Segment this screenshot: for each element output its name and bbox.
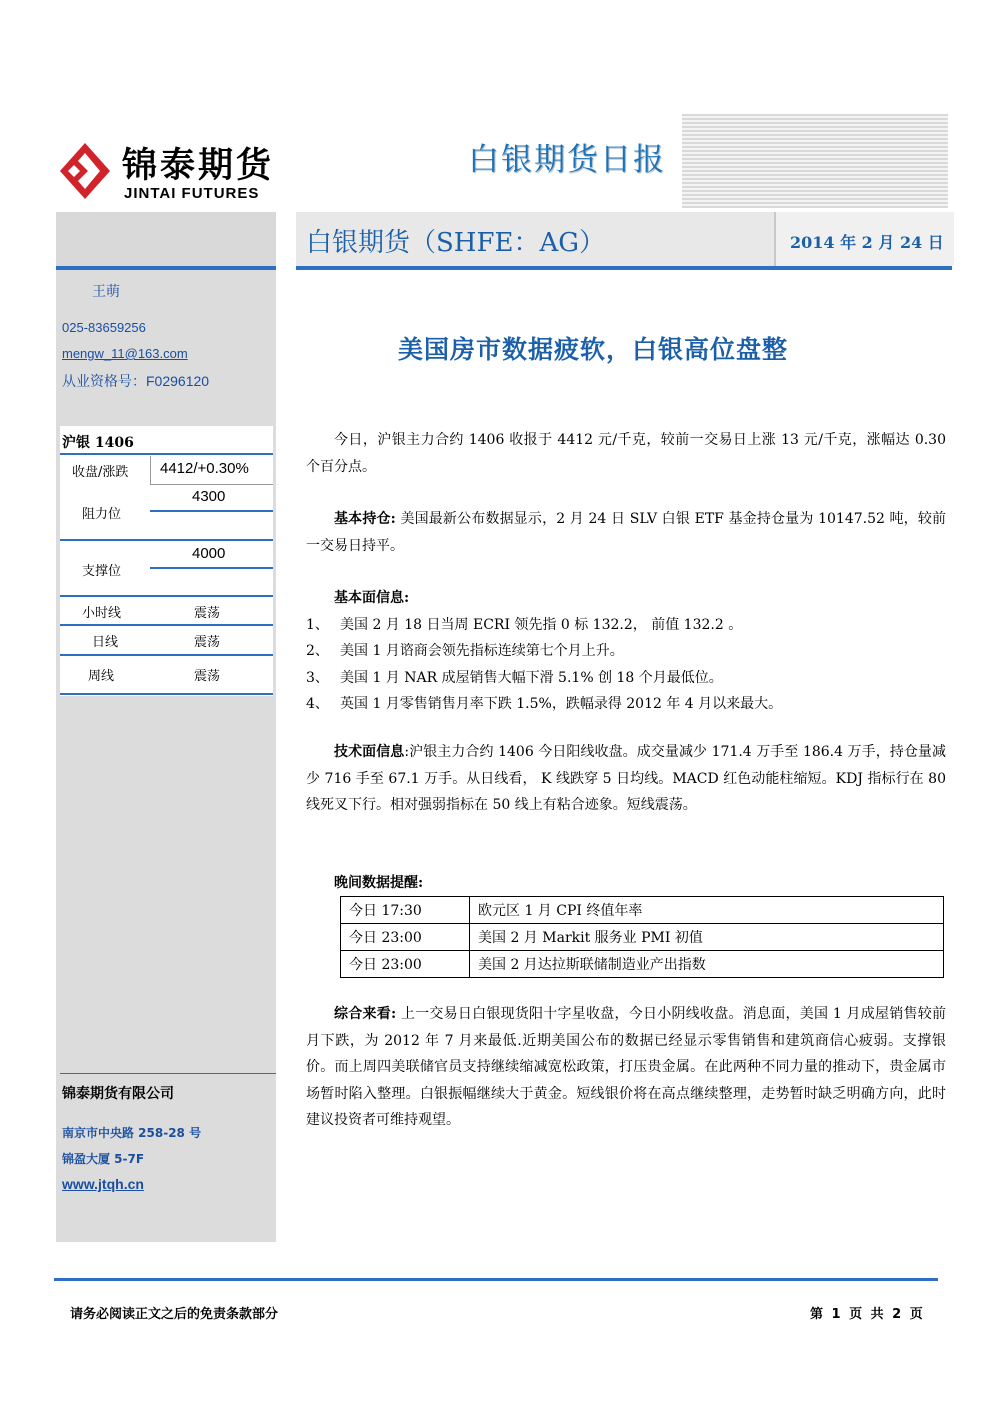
list-item: 1、 美国 2 月 18 日当周 ECRI 领先指 0 标 132.2， 前值 132.2 。 (306, 616, 743, 633)
weekly-label: 周线 (88, 669, 115, 684)
intro-paragraph (306, 427, 946, 480)
company-building: 锦盈大厦 5-7F (62, 1152, 145, 1166)
table-cell-time: 今日 23:00 (341, 951, 470, 978)
list-item: 4、 英国 1 月零售销售月率下跌 1.5%，跌幅录得 2012 年 4 月以来最大。 (306, 696, 783, 712)
company-website-link[interactable]: www.jtqh.cn (62, 1176, 144, 1192)
analyst-email-link[interactable]: mengw_11@163.com (62, 346, 188, 361)
quote-divider (60, 624, 273, 626)
resistance-value: 4300 (192, 488, 226, 505)
fundamentals-section (306, 585, 946, 718)
table-row (341, 924, 944, 951)
resistance-label: 阻力位 (82, 507, 122, 522)
quote-divider (60, 654, 273, 656)
table-cell-event: 欧元区 1 月 CPI 终值年率 (470, 897, 944, 924)
report-title: 白银期货日报 (468, 142, 666, 178)
intro-text: 今日，沪银主力合约 1406 收报于 4412 元/千克，较前一交易日上涨 13 元/千克，涨幅达 0.30 个百分点。 (306, 432, 946, 475)
daily-value: 震荡 (194, 635, 221, 650)
quote-divider (60, 539, 273, 541)
quote-title: 沪银 1406 (62, 435, 134, 451)
report-date: 2014 年 2 月 24 日 (790, 233, 944, 252)
holdings-paragraph (306, 506, 946, 559)
headline: 美国房市数据疲软，白银高位盘整 (398, 335, 789, 364)
table-cell-event: 美国 2 月 Markit 服务业 PMI 初值 (470, 924, 944, 951)
evening-data-table (340, 896, 944, 978)
quote-row-label: 收盘/涨跌 (72, 465, 129, 480)
quote-divider (60, 595, 273, 597)
header-divider (296, 266, 952, 270)
quote-divider (60, 453, 273, 455)
support-label: 支撑位 (82, 564, 122, 579)
table-cell-event: 美国 2 月达拉斯联储制造业产出指数 (470, 951, 944, 978)
footer-disclaimer: 请务必阅读正文之后的免责条款部分 (70, 1307, 279, 1322)
sub-title: 白银期货（SHFE：AG） (306, 228, 606, 258)
holdings-label: 基本持仓: (334, 511, 396, 527)
table-cell-time: 今日 17:30 (341, 897, 470, 924)
weekly-value: 震荡 (194, 669, 221, 684)
analyst-phone: 025-83659256 (62, 320, 146, 335)
logo-text-cn: 锦泰期货 (122, 146, 275, 186)
technical-label: 技术面信息 (334, 744, 405, 760)
list-item: 3、 美国 1 月 NAR 成屋销售大幅下滑 5.1% 创 18 个月最低位。 (306, 669, 723, 686)
jintai-logo-icon (60, 143, 110, 199)
quote-divider (150, 484, 273, 485)
analyst-license: 从业资格号：F0296120 (62, 373, 210, 389)
table-cell-time: 今日 23:00 (341, 924, 470, 951)
footer-divider (54, 1278, 938, 1281)
company-name: 锦泰期货有限公司 (62, 1086, 174, 1102)
evening-label: 晚间数据提醒: (334, 875, 424, 891)
technical-text: :沪银主力合约 1406 今日阳线收盘。成交量减少 171.4 万手至 186.4 万手，持仓量减少 716 手至 67.1 万手。从日线看， K 线跌穿 5 日均线。MACD 红色动能柱缩短。KDJ 指标行在 80 线死叉下行。相对强弱指标在 50 线上有粘合迹象。短线震荡。 (306, 744, 946, 813)
holdings-text: 美国最新公布数据显示，2 月 24 日 SLV 白银 ETF 基金持仓量为 10147.52 吨，较前一交易日持平。 (306, 511, 946, 554)
summary-text: 上一交易日白银现货阳十字星收盘，今日小阴线收盘。消息面，美国 1 月成屋销售较前月下跌，为 2012 年 7 月来最低.近期美国公布的数据已经显示零售销售和建筑商信心疲弱。支撑银价。而上周四美联储官员支持继续缩减宽松政策，打压贵金属。在此两种不同力量的推动下，贵金属市场暂时陷入整理。白银振幅继续大于黄金。短线银价将在高点继续整理，走势暂时缺乏明确方向，此时建议投资者可维持观望。 (306, 1006, 946, 1128)
fundamentals-label: 基本面信息: (334, 590, 410, 606)
quote-divider (60, 693, 273, 695)
report-title-backdrop (682, 114, 948, 208)
quote-divider (150, 567, 273, 569)
evening-label-block (306, 870, 946, 897)
summary-label: 综合来看: (334, 1006, 397, 1022)
company-address: 南京市中央路 258-28 号 (62, 1126, 202, 1140)
analyst-name: 王萌 (92, 283, 120, 299)
hourly-value: 震荡 (194, 606, 221, 621)
daily-label: 日线 (92, 635, 119, 650)
hourly-label: 小时线 (82, 606, 122, 621)
summary-paragraph (306, 1001, 946, 1134)
support-value: 4000 (192, 545, 226, 562)
company-divider (60, 1073, 276, 1074)
quote-row-value: 4412/+0.30% (160, 460, 249, 477)
list-item: 2、 美国 1 月谘商会领先指标连续第七个月上升。 (306, 643, 624, 659)
quote-divider (150, 510, 273, 512)
quote-cell-divider (150, 456, 151, 484)
logo-text-en: JINTAI FUTURES (124, 185, 260, 202)
technical-paragraph (306, 739, 946, 819)
sidebar-header-block (56, 212, 276, 266)
table-row (341, 897, 944, 924)
page-number: 第 1 页 共 2 页 (810, 1307, 923, 1322)
table-row (341, 951, 944, 978)
